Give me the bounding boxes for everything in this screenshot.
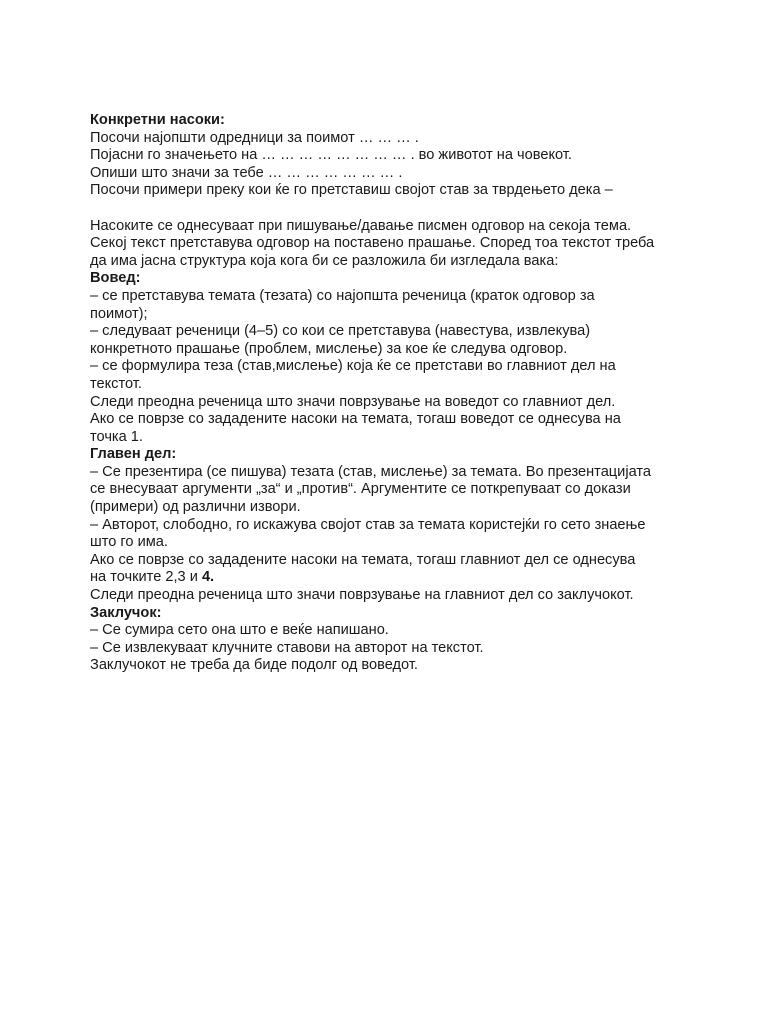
guideline-2: Појасни го значењето на … … … … … … … … . во животот на човекот. (90, 147, 572, 164)
points-last: 4. (201, 569, 215, 586)
main-section-line: што го има. (90, 534, 168, 551)
intro-section-title: Вовед: (90, 270, 141, 287)
main-section-line: (примери) од различни извори. (90, 499, 301, 516)
main-section-title: Главен дел: (90, 446, 177, 463)
main-section-points (90, 569, 690, 587)
main-section-closing: Следи преодна реченица што значи поврзување на главниот дел со заклучокот. (90, 587, 634, 604)
main-section-line: Ако се поврзе со зададените насоки на темата, тогаш главниот дел се однесува (90, 551, 636, 568)
conclusion-section-title: Заклучок: (90, 604, 162, 621)
main-section-line: – Се презентира (се пишува) тезата (став, мислење) за темата. Во презентацијата (90, 463, 651, 480)
guideline-4: Посочи примери преку кои ќе го претставиш својот став за тврдењето дека – (90, 182, 613, 199)
intro-section-line: Ако се поврзе со зададените насоки на темата, тогаш воведот се однесува на (90, 411, 621, 428)
intro-section-line: текстот. (90, 375, 142, 392)
heading: Конкретни насоки: (90, 112, 225, 128)
blank-line (90, 200, 690, 218)
intro-section-line: – се претставува темата (тезата) со најопшта реченица (краток одговор за (90, 287, 595, 304)
intro-section-line: – се формулира теза (став,мислење) која ќе се претстави во главниот дел на (90, 358, 616, 375)
guideline-1: Посочи најопшти одредници за поимот … … … . (90, 129, 419, 146)
document-body (90, 112, 690, 675)
intro-section-line: – следуваат реченици (4–5) со кои се претставува (навестува, извлекува) (90, 323, 591, 340)
conclusion-line: – Се сумира сето она што е веќе напишано. (90, 622, 389, 639)
guideline-3: Опиши што значи за тебе … … … … … … … . (90, 164, 403, 181)
conclusion-line: – Се извлекуваат клучните ставови на авторот на текстот. (90, 639, 484, 656)
conclusion-line: Заклучокот не треба да биде подолг од воведот. (90, 657, 418, 674)
main-section-line: се внесуваат аргументи „за“ и „против“. Аргументите се поткрепуваат со докази (90, 481, 631, 498)
intro-line-1: Насоките се однесуваат при пишување/давање писмен одговор на секоја тема. (90, 217, 632, 234)
intro-line-3: да има јасна структура која кога би се разложила би изгледала вака: (90, 252, 559, 269)
intro-section-line: поимот); (90, 305, 148, 322)
main-section-line: – Авторот, слободно, го искажува својот став за темата користејќи го сето знаење (90, 516, 646, 533)
points-prefix: на точките 2,3 и (90, 569, 202, 586)
intro-section-line: точка 1. (90, 428, 143, 445)
intro-section-line: конкретното прашање (проблем, мислење) за кое ќе следува одговор. (90, 340, 568, 357)
intro-line-2: Секој текст претставува одговор на поставено прашање. Според тоа текстот треба (90, 235, 655, 252)
intro-section-line: Следи преодна реченица што значи поврзување на воведот со главниот дел. (90, 393, 616, 410)
